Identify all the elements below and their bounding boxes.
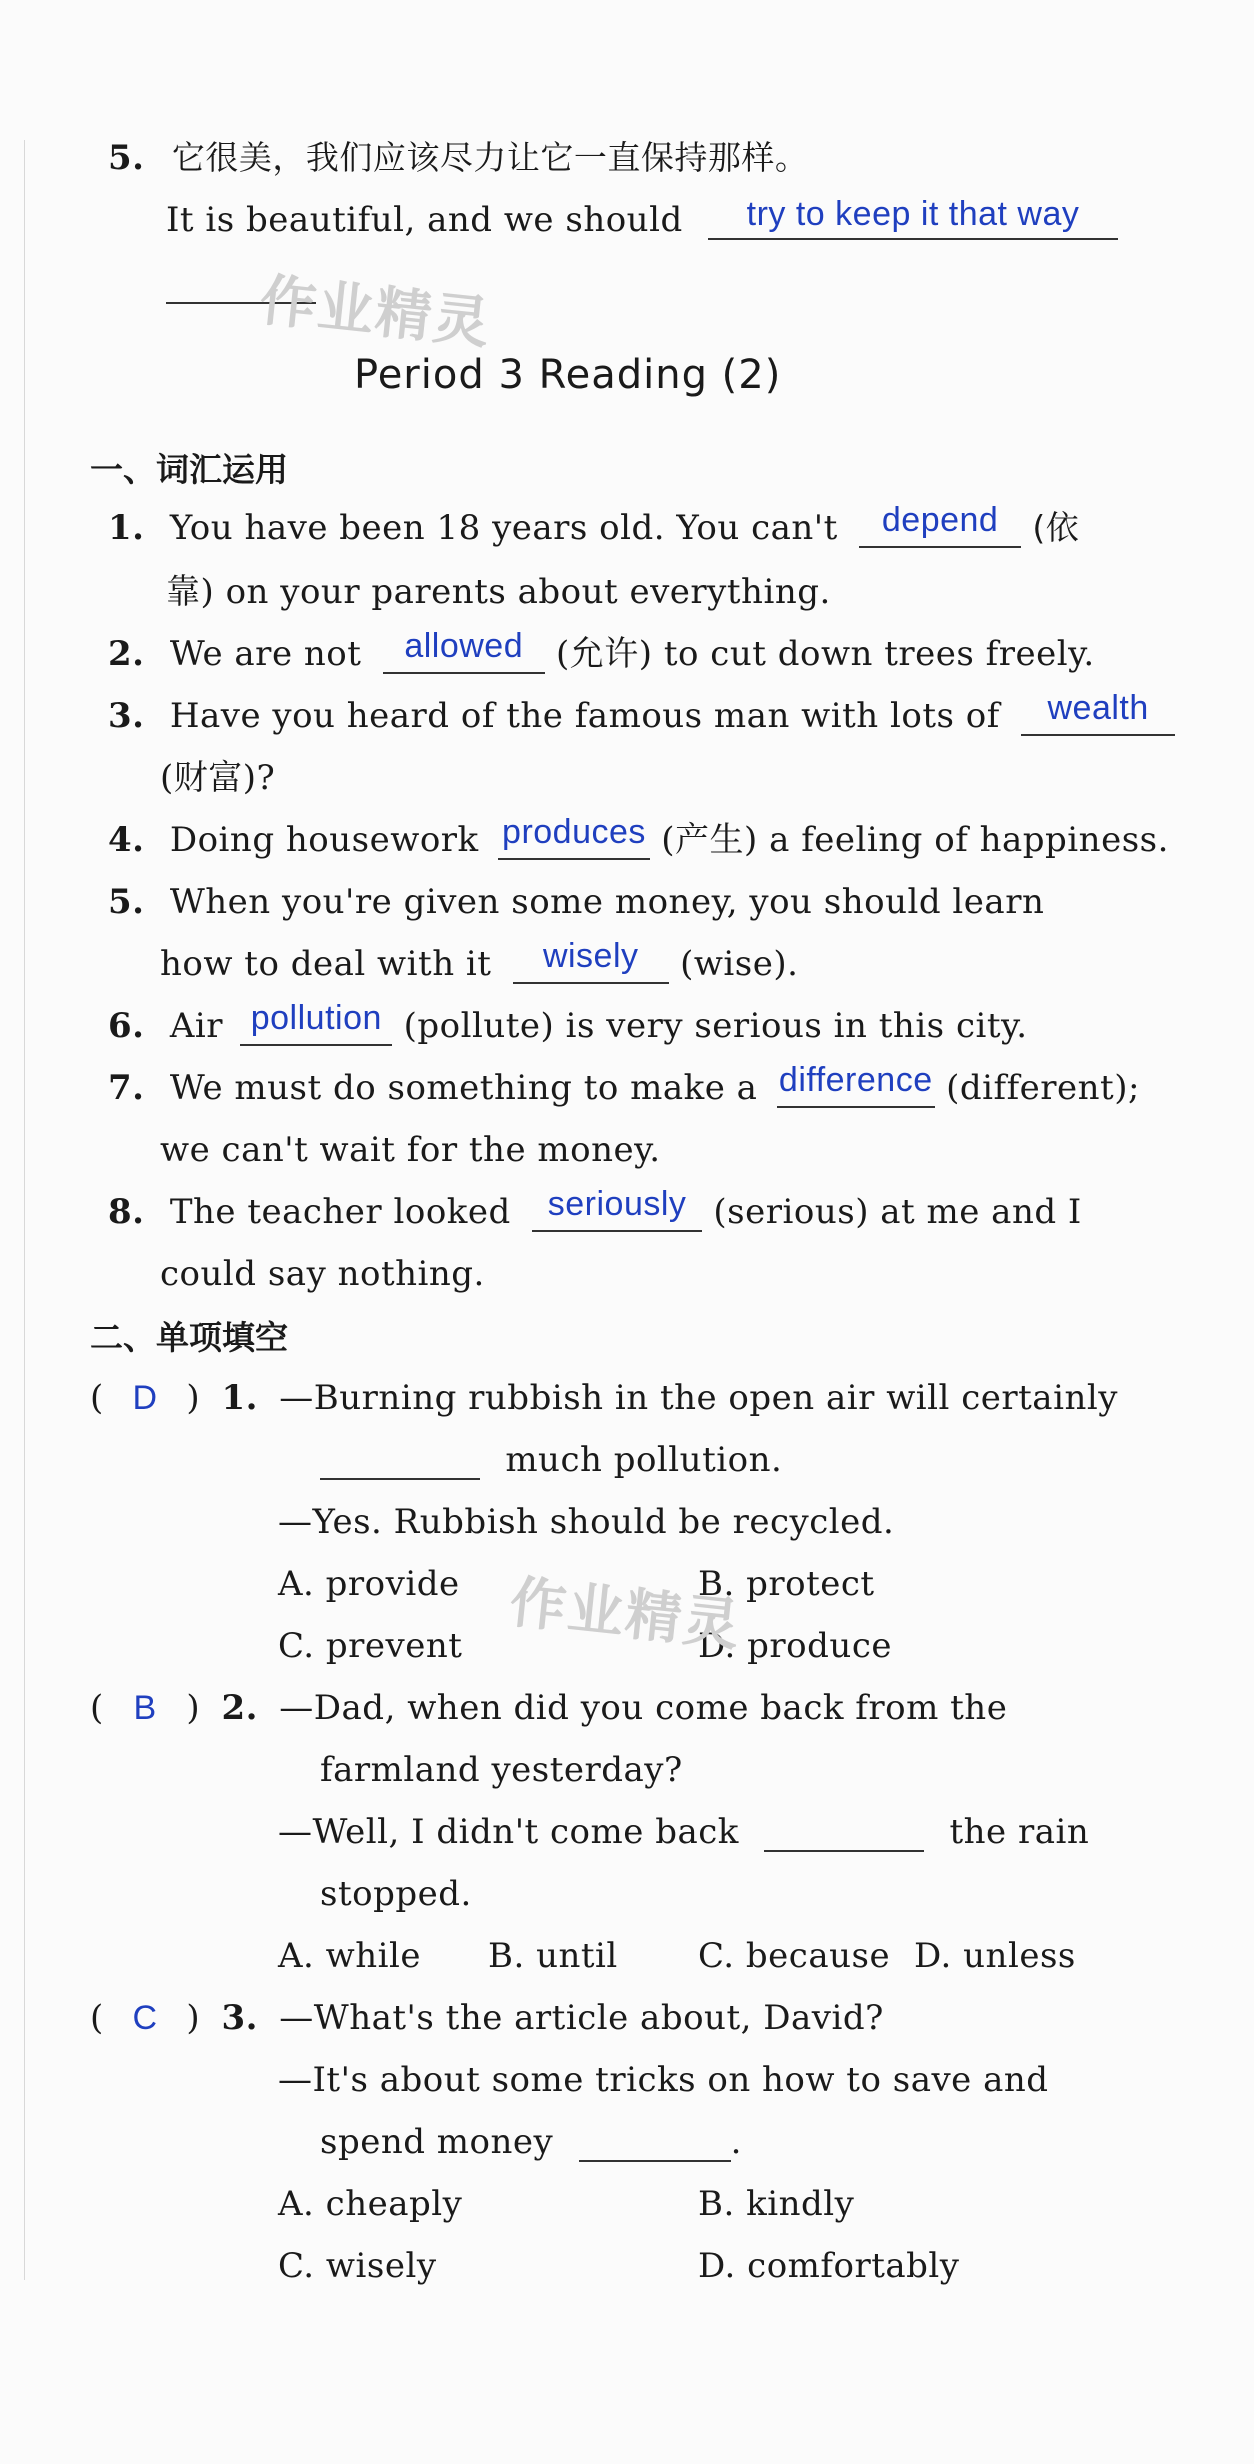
item-text: Air bbox=[169, 1006, 223, 1046]
vocab-answer: pollution bbox=[250, 999, 382, 1037]
item-hint: (产生) a feeling of happiness. bbox=[661, 820, 1169, 860]
vocab-item-continuation: 靠) on your parents about everything. bbox=[166, 572, 831, 612]
option-d: D. unless bbox=[914, 1936, 1076, 1976]
vocab-item-continuation: (财富)? bbox=[160, 758, 276, 798]
mc-question bbox=[90, 1378, 1118, 1418]
item-text: Have you heard of the famous man with lots of bbox=[169, 696, 1000, 736]
answer-blank bbox=[777, 1061, 935, 1108]
item-hint: (依 bbox=[1032, 508, 1080, 547]
sentence-period: . bbox=[730, 2122, 742, 2162]
answer-blank bbox=[320, 1440, 480, 1480]
item-number: 4. bbox=[108, 820, 145, 860]
item-number: 2. bbox=[108, 634, 145, 674]
answer-paren-open: ( bbox=[90, 1998, 104, 2038]
answer-paren-close: ) bbox=[186, 1378, 201, 1418]
mc-answer: B bbox=[133, 1689, 157, 1727]
translation-english-line bbox=[166, 195, 1118, 240]
item-hint: (serious) at me and I bbox=[713, 1192, 1082, 1232]
vocab-item-continuation: we can't wait for the money. bbox=[160, 1130, 661, 1170]
answer-blank bbox=[579, 2122, 731, 2162]
english-prefix: It is beautiful, and we should bbox=[166, 200, 683, 240]
mc-question bbox=[90, 1998, 884, 2038]
vocab-item bbox=[108, 1061, 1140, 1108]
answer-blank bbox=[513, 937, 669, 984]
item-text: Doing housework bbox=[169, 820, 479, 860]
vocab-answer: produces bbox=[502, 813, 646, 851]
option-d: D. comfortably bbox=[698, 2246, 960, 2286]
vocab-item bbox=[108, 813, 1169, 860]
question-line bbox=[278, 1812, 1089, 1852]
option-d: D. produce bbox=[698, 1626, 892, 1666]
question-number: 3. bbox=[221, 1998, 258, 2038]
item-hint: (pollute) is very serious in this city. bbox=[403, 1006, 1028, 1046]
page-title: Period 3 Reading (2) bbox=[354, 352, 782, 398]
item-text: We are not bbox=[169, 634, 362, 674]
question-line: stopped. bbox=[320, 1874, 472, 1914]
item-text: You have been 18 years old. You can't bbox=[169, 508, 838, 548]
translation-answer: try to keep it that way bbox=[746, 195, 1080, 233]
option-a: A. cheaply bbox=[278, 2184, 463, 2224]
section-heading-vocabulary: 一、词汇运用 bbox=[90, 450, 288, 489]
item-number: 3. bbox=[108, 696, 145, 736]
question-text: —Dad, when did you come back from the bbox=[279, 1688, 1008, 1728]
vocab-item-continuation: could say nothing. bbox=[160, 1254, 485, 1294]
vocab-item-continuation bbox=[160, 937, 799, 984]
question-text: much pollution. bbox=[505, 1440, 783, 1480]
question-line: farmland yesterday? bbox=[320, 1750, 683, 1790]
question-line: —Yes. Rubbish should be recycled. bbox=[278, 1502, 895, 1542]
margin-rule bbox=[24, 140, 25, 2280]
item-number: 6. bbox=[108, 1006, 145, 1046]
item-text: The teacher looked bbox=[169, 1192, 511, 1232]
option-c: C. wisely bbox=[278, 2246, 437, 2286]
vocab-item bbox=[108, 689, 1175, 736]
item-number: 8. bbox=[108, 1192, 145, 1232]
question-text: spend money bbox=[320, 2122, 554, 2162]
item-hint: (允许) to cut down trees freely. bbox=[556, 634, 1095, 674]
vocab-answer: allowed bbox=[404, 627, 524, 665]
item-text: When you're given some money, you should learn bbox=[169, 882, 1045, 922]
answer-blank bbox=[859, 501, 1021, 548]
translation-item bbox=[108, 138, 808, 178]
question-number: 1. bbox=[221, 1378, 258, 1418]
vocab-item bbox=[108, 999, 1028, 1046]
question-text: —Burning rubbish in the open air will certainly bbox=[279, 1378, 1118, 1418]
answer-blank bbox=[1021, 689, 1175, 736]
item-text: We must do something to make a bbox=[169, 1068, 758, 1108]
option-c: C. because bbox=[698, 1936, 891, 1976]
mc-question bbox=[90, 1688, 1007, 1728]
vocab-item bbox=[108, 1185, 1082, 1232]
option-c: C. prevent bbox=[278, 1626, 463, 1666]
answer-paren-close: ) bbox=[186, 1998, 201, 2038]
answer-blank bbox=[532, 1185, 702, 1232]
watermark: 作业精灵 bbox=[256, 268, 495, 357]
answer-blank bbox=[240, 999, 392, 1046]
item-number: 5. bbox=[108, 882, 145, 922]
question-text: —What's the article about, David? bbox=[279, 1998, 884, 2038]
question-line bbox=[320, 2122, 742, 2162]
vocab-item bbox=[108, 882, 1044, 922]
mc-answer: D bbox=[132, 1379, 158, 1417]
item-number: 5. bbox=[108, 138, 145, 178]
question-number: 2. bbox=[221, 1688, 258, 1728]
question-line bbox=[320, 1440, 782, 1480]
option-a: A. provide bbox=[278, 1564, 460, 1604]
answer-paren-open: ( bbox=[90, 1378, 104, 1418]
answer-paren-open: ( bbox=[90, 1688, 104, 1728]
watermark: 作业精灵 bbox=[506, 1570, 745, 1659]
vocab-answer: wisely bbox=[542, 937, 639, 975]
question-text: —Well, I didn't come back bbox=[278, 1812, 739, 1852]
answer-blank bbox=[498, 813, 650, 860]
answer-blank bbox=[764, 1812, 924, 1852]
answer-blank bbox=[708, 195, 1118, 240]
chinese-sentence: 它很美，我们应该尽力让它一直保持那样。 bbox=[171, 138, 809, 177]
mc-answer: C bbox=[132, 1999, 158, 2037]
item-number: 1. bbox=[108, 508, 145, 548]
option-a: A. while bbox=[278, 1936, 422, 1976]
vocab-answer: seriously bbox=[547, 1185, 687, 1223]
section-heading-multiple-choice: 二、单项填空 bbox=[90, 1318, 288, 1357]
answer-paren-close: ) bbox=[186, 1688, 201, 1728]
item-text: how to deal with it bbox=[160, 944, 492, 984]
vocab-answer: wealth bbox=[1047, 689, 1149, 727]
vocab-item bbox=[108, 627, 1095, 674]
question-line: —It's about some tricks on how to save and bbox=[278, 2060, 1049, 2100]
vocab-item bbox=[108, 501, 1080, 548]
answer-blank bbox=[383, 627, 545, 674]
option-b: B. until bbox=[488, 1936, 618, 1976]
option-b: B. kindly bbox=[698, 2184, 855, 2224]
item-number: 7. bbox=[108, 1068, 145, 1108]
vocab-answer: difference bbox=[778, 1061, 933, 1099]
option-b: B. protect bbox=[698, 1564, 875, 1604]
item-hint: (wise). bbox=[680, 944, 799, 984]
vocab-answer: depend bbox=[881, 501, 999, 539]
question-text: the rain bbox=[949, 1812, 1090, 1852]
item-hint: (different); bbox=[946, 1068, 1140, 1108]
